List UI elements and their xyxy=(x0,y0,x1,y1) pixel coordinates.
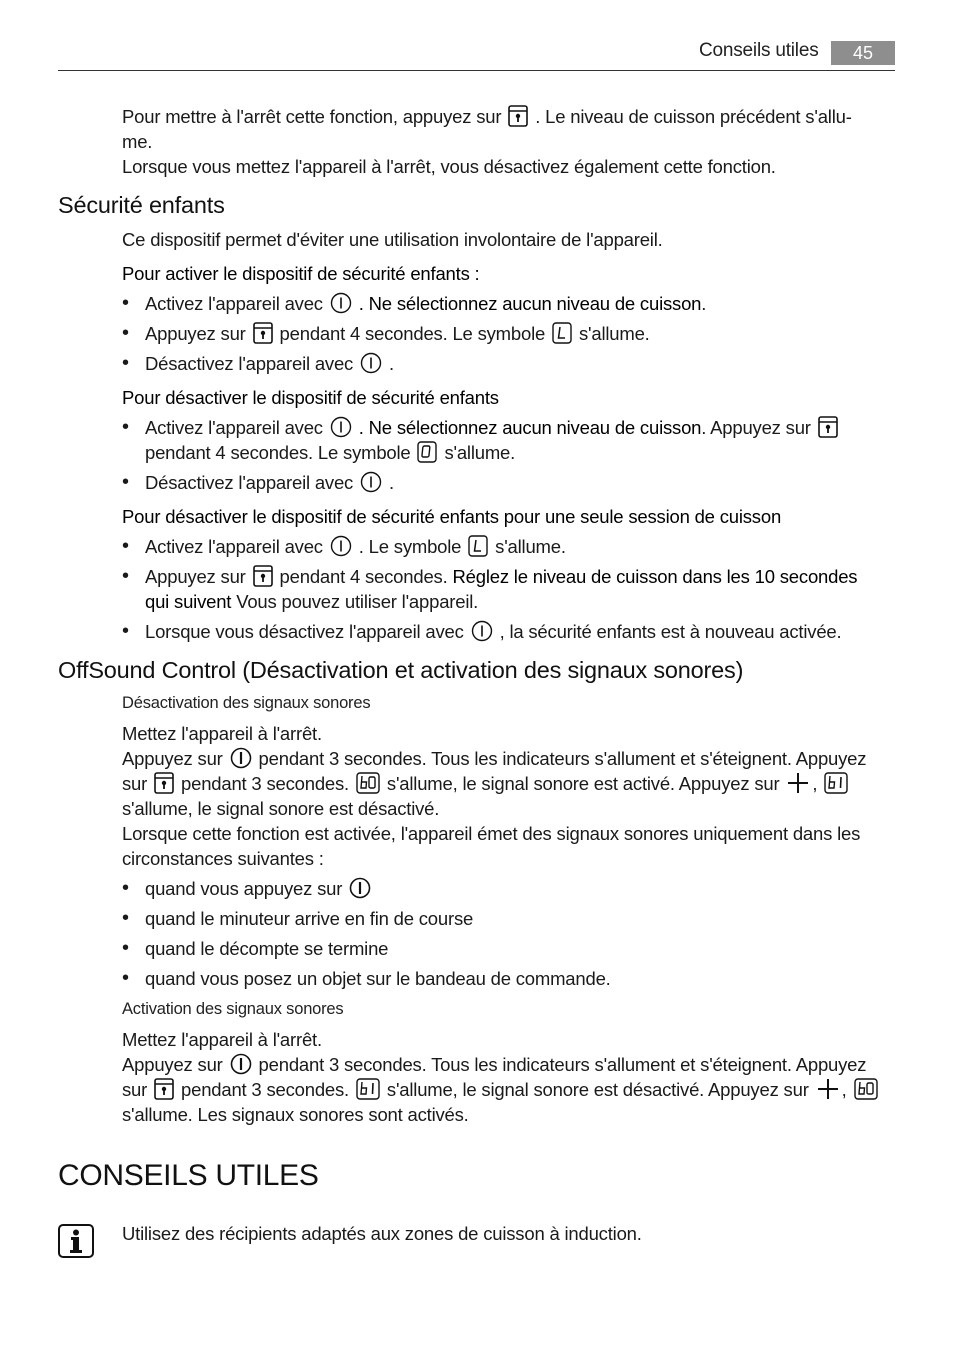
securite-heading: Sécurité enfants xyxy=(58,192,225,218)
deact-line-2 xyxy=(122,746,866,771)
intro-text-b: . Le niveau de cuisson précédent s'allu- xyxy=(535,106,852,127)
text: . xyxy=(701,293,707,314)
text: Appuyez sur xyxy=(145,323,246,344)
text: , la sécurité enfants est à nouveau activée. xyxy=(499,621,842,642)
text: Appuyez sur xyxy=(145,566,246,587)
circumstance-3: quand le décompte se termine xyxy=(145,938,389,959)
deact-line-3 xyxy=(122,771,850,796)
power-icon xyxy=(330,535,352,557)
text: Lorsque vous désactivez l'appareil avec xyxy=(145,621,464,642)
text: Réglez le niveau de cuisson dans les 10 secondes xyxy=(452,566,858,587)
act-line-4: s'allume. Les signaux sonores sont activés. xyxy=(122,1104,469,1125)
circumstance-2: quand le minuteur arrive en fin de course xyxy=(145,908,474,929)
b1-display-icon xyxy=(356,1078,380,1100)
power-icon xyxy=(330,416,352,438)
deactivate-step-1-cont xyxy=(145,440,515,465)
section-title: CONSEILS UTILES xyxy=(58,1159,319,1192)
power-icon xyxy=(360,352,382,374)
act-line-2 xyxy=(122,1052,866,1077)
text: Appuyez sur xyxy=(122,1054,223,1075)
lock-key-icon xyxy=(154,772,174,794)
header-rule xyxy=(58,70,895,71)
deactivation-label: Désactivation des signaux sonores xyxy=(122,694,371,712)
text: , xyxy=(841,1079,847,1100)
session-step-1 xyxy=(145,534,566,559)
bullet: • xyxy=(122,535,130,557)
power-icon xyxy=(471,620,493,642)
text: . Ne sélectionnez aucun niveau de cuisson xyxy=(358,293,702,314)
activation-label: Activation des signaux sonores xyxy=(122,1000,344,1018)
lock-key-icon xyxy=(508,105,528,127)
intro-line-3: Lorsque vous mettez l'appareil à l'arrêt, vous désactivez également cette fonction. xyxy=(122,156,776,177)
plus-icon xyxy=(786,772,810,794)
info-text: Utilisez des récipients adaptés aux zones de cuisson à induction. xyxy=(122,1223,642,1244)
activate-step-3 xyxy=(145,351,394,376)
text: Désactivez l'appareil avec xyxy=(145,472,354,493)
text: Activez l'appareil avec xyxy=(145,417,323,438)
lock-key-icon xyxy=(818,416,838,438)
lock-key-icon xyxy=(253,322,273,344)
circumstance-4: quand vous posez un objet sur le bandeau de commande. xyxy=(145,968,611,989)
plus-icon xyxy=(816,1078,840,1100)
b1-display-icon xyxy=(824,772,848,794)
text: . Appuyez sur xyxy=(701,417,811,438)
power-icon xyxy=(230,747,252,769)
intro-text-a: Pour mettre à l'arrêt cette fonction, appuyez sur xyxy=(122,106,502,127)
text: s'allume. xyxy=(495,536,566,557)
deact-line-4: s'allume, le signal sonore est désactivé. xyxy=(122,798,440,819)
lock-key-icon xyxy=(253,565,273,587)
session-step-2 xyxy=(145,564,857,589)
text: Vous pouvez utiliser l'appareil. xyxy=(236,591,479,612)
L-display-icon xyxy=(468,535,488,557)
bullet: • xyxy=(122,322,130,344)
bullet: • xyxy=(122,471,130,493)
text: pendant 4 secondes. Le symbole xyxy=(279,323,546,344)
zero-display-icon xyxy=(417,441,437,463)
text: Activez l'appareil avec xyxy=(145,536,323,557)
text: qui suivent xyxy=(145,591,232,612)
b0-display-icon xyxy=(854,1078,878,1100)
text: . xyxy=(389,472,394,493)
deact-line-1: Mettez l'appareil à l'arrêt. xyxy=(122,723,322,744)
bullet: • xyxy=(122,907,130,929)
bullet: • xyxy=(122,967,130,989)
text: pendant 3 secondes. xyxy=(181,1079,349,1100)
text: s'allume. xyxy=(444,442,516,463)
text: sur xyxy=(122,773,148,794)
power-icon xyxy=(360,471,382,493)
text: s'allume, le signal sonore est désactivé. Appuyez sur xyxy=(386,1079,809,1100)
session-step-2-cont xyxy=(145,589,478,614)
activate-step-1 xyxy=(145,291,706,316)
text: sur xyxy=(122,1079,148,1100)
text: Appuyez sur xyxy=(122,748,223,769)
power-icon xyxy=(230,1053,252,1075)
circumstance-1 xyxy=(145,876,373,901)
text: pendant 4 secondes. Le symbole xyxy=(145,442,411,463)
session-step-3 xyxy=(145,619,841,644)
text: . xyxy=(389,353,394,374)
text: Activez l'appareil avec xyxy=(145,293,323,314)
bullet: • xyxy=(122,292,130,314)
intro-line-1 xyxy=(122,104,852,129)
text: pendant 3 secondes. xyxy=(181,773,349,794)
running-header-title: Conseils utiles xyxy=(699,40,819,61)
bullet: • xyxy=(122,565,130,587)
L-display-icon xyxy=(552,322,572,344)
deact-line-6: circonstances suivantes : xyxy=(122,848,324,869)
bullet: • xyxy=(122,352,130,374)
text: pendant 3 secondes. Tous les indicateurs s'allument et s'éteignent. Appuyez xyxy=(258,748,867,769)
page-number: 45 xyxy=(831,41,895,65)
activate-heading: Pour activer le dispositif de sécurité enfants : xyxy=(122,263,480,284)
offsound-heading: OffSound Control (Désactivation et activation des signaux sonores) xyxy=(58,657,744,683)
text: quand vous appuyez sur xyxy=(145,878,343,899)
text: s'allume. xyxy=(578,323,650,344)
text: . Le symbole xyxy=(358,536,462,557)
deact-line-5: Lorsque cette fonction est activée, l'appareil émet des signaux sonores uniquement dans les xyxy=(122,823,861,844)
text: pendant 3 secondes. Tous les indicateurs s'allument et s'éteignent. Appuyez xyxy=(258,1054,867,1075)
info-icon xyxy=(58,1224,94,1258)
bullet: • xyxy=(122,877,130,899)
power-icon xyxy=(330,292,352,314)
text: . Ne sélectionnez aucun niveau de cuisson xyxy=(358,417,702,438)
intro-line-2: me. xyxy=(122,131,153,152)
deactivate-heading: Pour désactiver le dispositif de sécurité enfants xyxy=(122,387,499,408)
session-heading: Pour désactiver le dispositif de sécurité enfants pour une seule session de cuisson xyxy=(122,506,782,527)
securite-desc: Ce dispositif permet d'éviter une utilisation involontaire de l'appareil. xyxy=(122,229,663,250)
lock-key-icon xyxy=(154,1078,174,1100)
b0-display-icon xyxy=(356,772,380,794)
bullet: • xyxy=(122,416,130,438)
activate-step-2 xyxy=(145,321,650,346)
text: , xyxy=(812,773,818,794)
act-line-1: Mettez l'appareil à l'arrêt. xyxy=(122,1029,322,1050)
text: pendant 4 secondes. xyxy=(279,566,448,587)
text: s'allume, le signal sonore est activé. Appuyez sur xyxy=(386,773,780,794)
power-icon xyxy=(349,877,371,899)
act-line-3 xyxy=(122,1077,880,1102)
text: Désactivez l'appareil avec xyxy=(145,353,354,374)
deactivate-step-2 xyxy=(145,470,394,495)
bullet: • xyxy=(122,620,130,642)
deactivate-step-1 xyxy=(145,415,840,440)
bullet: • xyxy=(122,937,130,959)
